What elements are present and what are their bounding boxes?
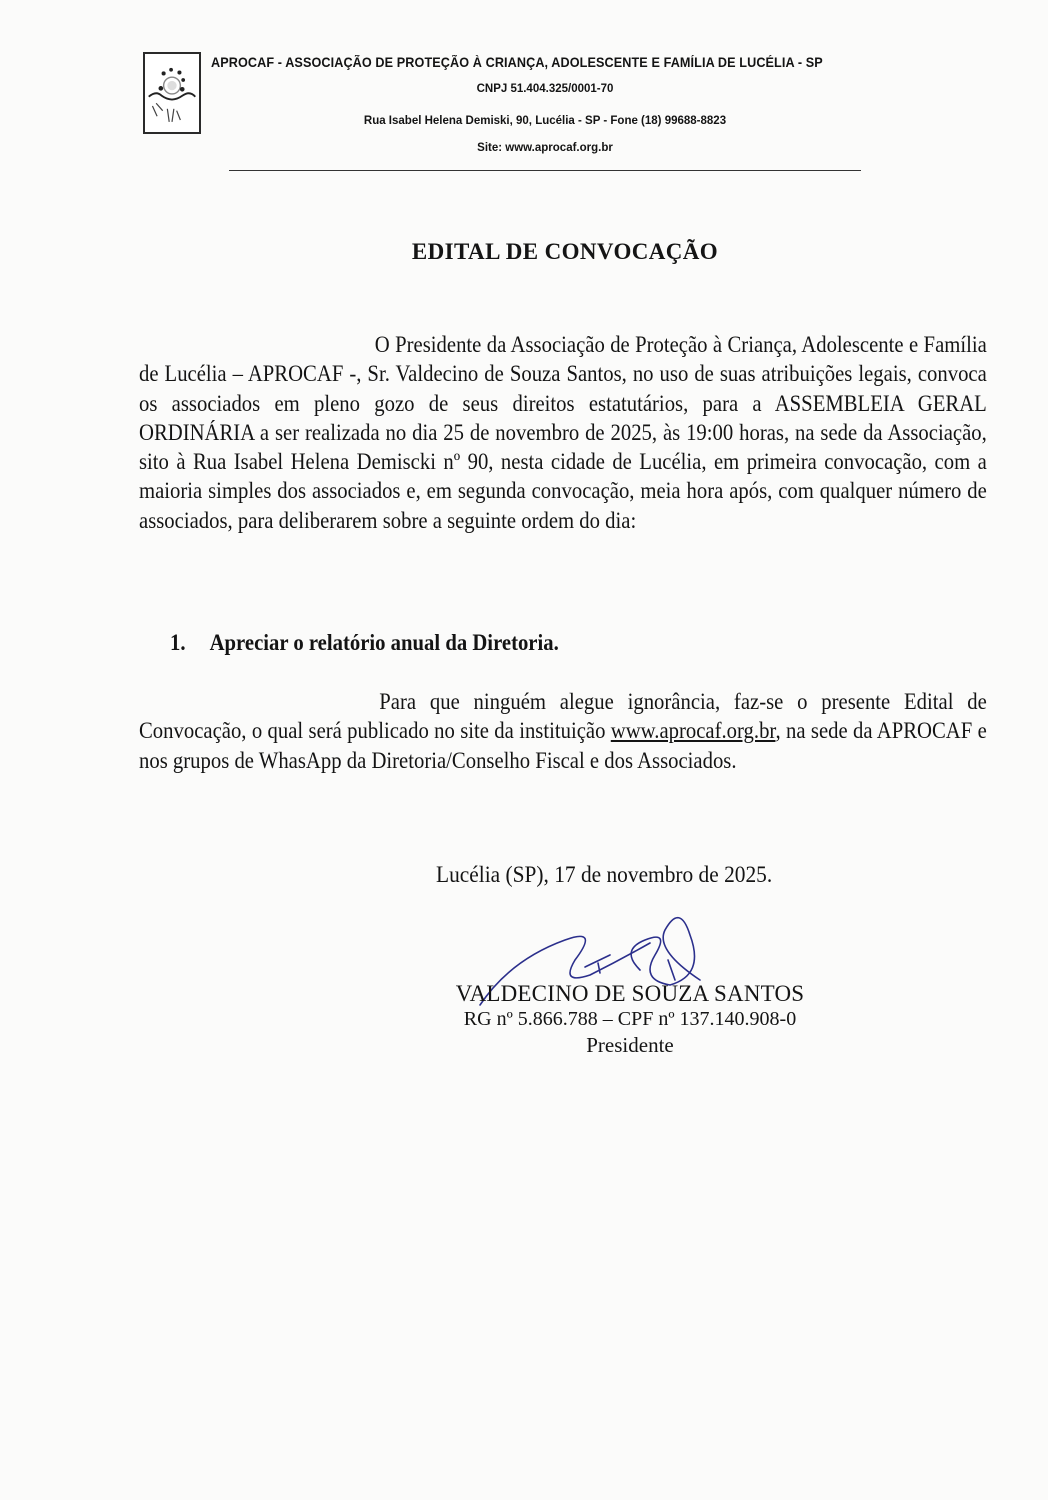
cnpj: CNPJ 51.404.325/0001-70: [476, 83, 614, 95]
place-date: Lucélia (SP), 17 de novembro de 2025.: [436, 862, 773, 887]
document-title: EDITAL DE CONVOCAÇÃO: [411, 239, 719, 264]
paragraph-text: , na sede da APROCAF e nos grupos de WhasApp da Diretoria/Conselho Fiscal e dos Associados.: [139, 718, 987, 773]
agenda-text: Apreciar o relatório anual da Diretoria.: [209, 630, 559, 655]
paragraph-text: Para que ninguém alegue ignorância, faz-se o presente Edital de Convocação, o qual será publicado no site da instituição: [139, 689, 987, 744]
agenda-item: [170, 630, 559, 656]
signature-block: [440, 981, 820, 1058]
header-divider: [229, 170, 861, 171]
children-sun-logo-icon: [145, 54, 199, 132]
signer-ids: RG nº 5.866.788 – CPF nº 137.140.908-0: [463, 1008, 797, 1030]
address: Rua Isabel Helena Demiski, 90, Lucélia - SP - Fone (18) 99688-8823: [363, 115, 727, 127]
organization-name: APROCAF - ASSOCIAÇÃO DE PROTEÇÃO À CRIANÇA, ADOLESCENTE E FAMÍLIA DE LUCÉLIA - SP: [211, 55, 823, 70]
publication-paragraph: [139, 687, 987, 775]
paragraph-text: O Presidente da Associação de Proteção à Criança, Adolescente e Família de Lucélia – APROCAF -, Sr. Valdecino de Souza Santos, no uso de suas atribuições legais, convoca os associados em pleno gozo de seus direitos estatutários, para a ASSEMBLEIA GERAL ORDINÁRIA a ser realizada no dia 25 de novembro de 2025, às 19:00 horas, na sede da Associação, sito à Rua Isabel Helena Demiscki nº 90, nesta cidade de Lucélia, em primeira convocação, com a maioria simples dos associados e, em segunda convocação, meia hora após, com qualquer número de associados, para deliberarem sobre a seguinte ordem do dia:: [139, 332, 987, 533]
aprocaf-logo: [143, 52, 201, 134]
signer-role: Presidente: [586, 1033, 674, 1057]
website-link[interactable]: www.aprocaf.org.br: [610, 718, 776, 744]
website: Site: www.aprocaf.org.br: [477, 142, 613, 154]
signer-name: VALDECINO DE SOUZA SANTOS: [455, 981, 805, 1006]
agenda-number: 1.: [170, 630, 186, 655]
convocation-paragraph: [139, 330, 987, 535]
